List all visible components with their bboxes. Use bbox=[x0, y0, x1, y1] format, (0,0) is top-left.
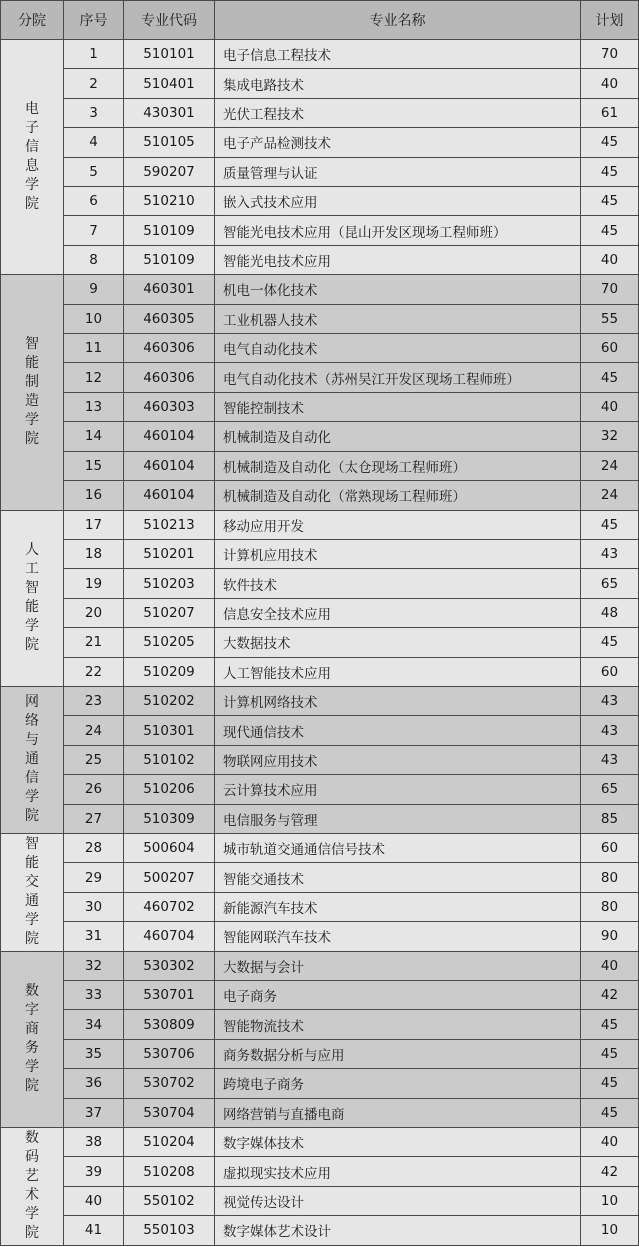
table-row bbox=[1, 392, 639, 421]
major-code: 510210 bbox=[124, 187, 215, 216]
table-row bbox=[1, 892, 639, 921]
plan-count: 80 bbox=[581, 892, 639, 921]
plan-count: 55 bbox=[581, 304, 639, 333]
major-code: 460303 bbox=[124, 392, 215, 421]
row-number: 24 bbox=[64, 716, 124, 745]
row-number: 28 bbox=[64, 833, 124, 862]
plan-count: 24 bbox=[581, 451, 639, 480]
plan-count: 45 bbox=[581, 1010, 639, 1039]
major-name: 机械制造及自动化 bbox=[215, 422, 581, 451]
plan-count: 45 bbox=[581, 1069, 639, 1098]
plan-count: 10 bbox=[581, 1216, 639, 1245]
major-code: 550102 bbox=[124, 1186, 215, 1215]
major-name: 电信服务与管理 bbox=[215, 804, 581, 833]
table-row bbox=[1, 951, 639, 980]
major-code: 510203 bbox=[124, 569, 215, 598]
major-name: 智能光电技术应用（昆山开发区现场工程师班） bbox=[215, 216, 581, 245]
plan-count: 70 bbox=[581, 40, 639, 69]
row-number: 31 bbox=[64, 922, 124, 951]
major-name: 网络营销与直播电商 bbox=[215, 1098, 581, 1127]
row-number: 7 bbox=[64, 216, 124, 245]
row-number: 35 bbox=[64, 1039, 124, 1068]
major-code: 510109 bbox=[124, 245, 215, 274]
major-code: 550103 bbox=[124, 1216, 215, 1245]
dept-label: 人工智能学院 bbox=[25, 542, 39, 654]
table-row bbox=[1, 1010, 639, 1039]
major-code: 530302 bbox=[124, 951, 215, 980]
major-code: 510205 bbox=[124, 628, 215, 657]
major-name: 计算机网络技术 bbox=[215, 686, 581, 715]
row-number: 23 bbox=[64, 686, 124, 715]
table-row bbox=[1, 157, 639, 186]
major-code: 510206 bbox=[124, 775, 215, 804]
major-code: 460104 bbox=[124, 451, 215, 480]
row-number: 26 bbox=[64, 775, 124, 804]
major-code: 510208 bbox=[124, 1157, 215, 1186]
plan-count: 60 bbox=[581, 657, 639, 686]
table-row bbox=[1, 569, 639, 598]
row-number: 9 bbox=[64, 275, 124, 304]
major-name: 电子信息工程技术 bbox=[215, 40, 581, 69]
major-code: 460704 bbox=[124, 922, 215, 951]
plan-count: 48 bbox=[581, 598, 639, 627]
table-row bbox=[1, 833, 639, 862]
plan-count: 40 bbox=[581, 245, 639, 274]
plan-count: 45 bbox=[581, 1039, 639, 1068]
major-name: 大数据与会计 bbox=[215, 951, 581, 980]
plan-count: 42 bbox=[581, 981, 639, 1010]
row-number: 39 bbox=[64, 1157, 124, 1186]
row-number: 40 bbox=[64, 1186, 124, 1215]
major-name: 工业机器人技术 bbox=[215, 304, 581, 333]
plan-count: 43 bbox=[581, 745, 639, 774]
row-number: 8 bbox=[64, 245, 124, 274]
plan-count: 43 bbox=[581, 539, 639, 568]
table-row bbox=[1, 481, 639, 510]
table-row bbox=[1, 422, 639, 451]
dept-cell bbox=[1, 951, 64, 1127]
table-row bbox=[1, 1157, 639, 1186]
major-name: 电气自动化技术（苏州吴江开发区现场工程师班） bbox=[215, 363, 581, 392]
major-code: 460306 bbox=[124, 334, 215, 363]
plan-count: 45 bbox=[581, 510, 639, 539]
table-row bbox=[1, 804, 639, 833]
major-name: 人工智能技术应用 bbox=[215, 657, 581, 686]
header-row bbox=[1, 1, 639, 40]
dept-label: 智能制造学院 bbox=[25, 336, 39, 448]
major-name: 机械制造及自动化（太仓现场工程师班） bbox=[215, 451, 581, 480]
dept-label: 智能交通学院 bbox=[25, 836, 39, 948]
row-number: 38 bbox=[64, 1128, 124, 1157]
table-row bbox=[1, 745, 639, 774]
major-name: 电气自动化技术 bbox=[215, 334, 581, 363]
plan-count: 40 bbox=[581, 69, 639, 98]
table-row bbox=[1, 1128, 639, 1157]
major-name: 智能控制技术 bbox=[215, 392, 581, 421]
header-dept: 分院 bbox=[1, 1, 64, 40]
plan-count: 60 bbox=[581, 833, 639, 862]
plan-count: 45 bbox=[581, 187, 639, 216]
plan-count: 61 bbox=[581, 98, 639, 127]
major-code: 510213 bbox=[124, 510, 215, 539]
plan-count: 43 bbox=[581, 686, 639, 715]
table-row bbox=[1, 40, 639, 69]
dept-label: 数字商务学院 bbox=[25, 983, 39, 1095]
major-code: 500207 bbox=[124, 863, 215, 892]
table-row bbox=[1, 1098, 639, 1127]
major-name: 云计算技术应用 bbox=[215, 775, 581, 804]
table-row bbox=[1, 451, 639, 480]
table-row bbox=[1, 628, 639, 657]
table-row bbox=[1, 539, 639, 568]
table-row bbox=[1, 216, 639, 245]
major-code: 510309 bbox=[124, 804, 215, 833]
major-name: 大数据技术 bbox=[215, 628, 581, 657]
header-name: 专业名称 bbox=[215, 1, 581, 40]
major-name: 智能交通技术 bbox=[215, 863, 581, 892]
major-code: 510105 bbox=[124, 128, 215, 157]
table-row bbox=[1, 686, 639, 715]
row-number: 37 bbox=[64, 1098, 124, 1127]
dept-cell bbox=[1, 510, 64, 686]
row-number: 1 bbox=[64, 40, 124, 69]
major-name: 智能光电技术应用 bbox=[215, 245, 581, 274]
row-number: 36 bbox=[64, 1069, 124, 1098]
dept-cell bbox=[1, 686, 64, 833]
table-row bbox=[1, 716, 639, 745]
table-row bbox=[1, 334, 639, 363]
row-number: 18 bbox=[64, 539, 124, 568]
major-name: 虚拟现实技术应用 bbox=[215, 1157, 581, 1186]
major-code: 530704 bbox=[124, 1098, 215, 1127]
table-row bbox=[1, 598, 639, 627]
major-name: 机械制造及自动化（常熟现场工程师班） bbox=[215, 481, 581, 510]
plan-count: 70 bbox=[581, 275, 639, 304]
table-row bbox=[1, 1069, 639, 1098]
table-row bbox=[1, 275, 639, 304]
row-number: 30 bbox=[64, 892, 124, 921]
plan-count: 40 bbox=[581, 1128, 639, 1157]
major-code: 510301 bbox=[124, 716, 215, 745]
row-number: 17 bbox=[64, 510, 124, 539]
plan-count: 60 bbox=[581, 334, 639, 363]
major-name: 物联网应用技术 bbox=[215, 745, 581, 774]
plan-count: 43 bbox=[581, 716, 639, 745]
major-name: 移动应用开发 bbox=[215, 510, 581, 539]
major-name: 跨境电子商务 bbox=[215, 1069, 581, 1098]
table-row bbox=[1, 1186, 639, 1215]
major-code: 460104 bbox=[124, 422, 215, 451]
plan-count: 32 bbox=[581, 422, 639, 451]
row-number: 33 bbox=[64, 981, 124, 1010]
table-row bbox=[1, 922, 639, 951]
row-number: 10 bbox=[64, 304, 124, 333]
major-name: 数字媒体技术 bbox=[215, 1128, 581, 1157]
table-row bbox=[1, 245, 639, 274]
major-code: 510209 bbox=[124, 657, 215, 686]
row-number: 11 bbox=[64, 334, 124, 363]
plan-count: 65 bbox=[581, 569, 639, 598]
major-name: 智能物流技术 bbox=[215, 1010, 581, 1039]
plan-count: 45 bbox=[581, 128, 639, 157]
dept-cell bbox=[1, 833, 64, 951]
plan-count: 85 bbox=[581, 804, 639, 833]
major-code: 460301 bbox=[124, 275, 215, 304]
major-name: 城市轨道交通通信信号技术 bbox=[215, 833, 581, 862]
table-row bbox=[1, 69, 639, 98]
table-row bbox=[1, 1039, 639, 1068]
major-code: 530809 bbox=[124, 1010, 215, 1039]
dept-label: 数码艺术学院 bbox=[25, 1130, 39, 1242]
major-code: 510207 bbox=[124, 598, 215, 627]
row-number: 4 bbox=[64, 128, 124, 157]
dept-label: 网络与通信学院 bbox=[25, 694, 39, 825]
row-number: 5 bbox=[64, 157, 124, 186]
header-num: 序号 bbox=[64, 1, 124, 40]
dept-cell bbox=[1, 275, 64, 510]
table-row bbox=[1, 981, 639, 1010]
major-code: 510101 bbox=[124, 40, 215, 69]
plan-count: 45 bbox=[581, 216, 639, 245]
plan-count: 45 bbox=[581, 363, 639, 392]
row-number: 34 bbox=[64, 1010, 124, 1039]
table-row bbox=[1, 1216, 639, 1245]
row-number: 25 bbox=[64, 745, 124, 774]
table-row bbox=[1, 510, 639, 539]
plan-count: 45 bbox=[581, 628, 639, 657]
plan-count: 90 bbox=[581, 922, 639, 951]
row-number: 21 bbox=[64, 628, 124, 657]
plan-count: 24 bbox=[581, 481, 639, 510]
major-name: 嵌入式技术应用 bbox=[215, 187, 581, 216]
major-name: 商务数据分析与应用 bbox=[215, 1039, 581, 1068]
major-name: 视觉传达设计 bbox=[215, 1186, 581, 1215]
major-name: 数字媒体艺术设计 bbox=[215, 1216, 581, 1245]
row-number: 19 bbox=[64, 569, 124, 598]
major-code: 460702 bbox=[124, 892, 215, 921]
major-name: 机电一体化技术 bbox=[215, 275, 581, 304]
dept-label: 电子信息学院 bbox=[25, 101, 39, 213]
table-row bbox=[1, 187, 639, 216]
table-row bbox=[1, 304, 639, 333]
plan-count: 45 bbox=[581, 157, 639, 186]
row-number: 16 bbox=[64, 481, 124, 510]
row-number: 29 bbox=[64, 863, 124, 892]
major-code: 510201 bbox=[124, 539, 215, 568]
major-code: 530706 bbox=[124, 1039, 215, 1068]
major-code: 460306 bbox=[124, 363, 215, 392]
table-row bbox=[1, 98, 639, 127]
major-name: 信息安全技术应用 bbox=[215, 598, 581, 627]
row-number: 3 bbox=[64, 98, 124, 127]
plan-count: 40 bbox=[581, 392, 639, 421]
major-name: 现代通信技术 bbox=[215, 716, 581, 745]
major-code: 530701 bbox=[124, 981, 215, 1010]
row-number: 6 bbox=[64, 187, 124, 216]
major-code: 510204 bbox=[124, 1128, 215, 1157]
row-number: 13 bbox=[64, 392, 124, 421]
major-code: 510401 bbox=[124, 69, 215, 98]
table-row bbox=[1, 863, 639, 892]
major-code: 500604 bbox=[124, 833, 215, 862]
row-number: 14 bbox=[64, 422, 124, 451]
dept-cell bbox=[1, 1128, 64, 1246]
major-name: 软件技术 bbox=[215, 569, 581, 598]
major-code: 510109 bbox=[124, 216, 215, 245]
major-name: 电子产品检测技术 bbox=[215, 128, 581, 157]
header-plan: 计划 bbox=[581, 1, 639, 40]
header-code: 专业代码 bbox=[124, 1, 215, 40]
row-number: 27 bbox=[64, 804, 124, 833]
major-code: 510202 bbox=[124, 686, 215, 715]
plan-count: 65 bbox=[581, 775, 639, 804]
major-code: 430301 bbox=[124, 98, 215, 127]
major-name: 新能源汽车技术 bbox=[215, 892, 581, 921]
row-number: 2 bbox=[64, 69, 124, 98]
plan-count: 42 bbox=[581, 1157, 639, 1186]
major-name: 质量管理与认证 bbox=[215, 157, 581, 186]
major-name: 光伏工程技术 bbox=[215, 98, 581, 127]
plan-count: 40 bbox=[581, 951, 639, 980]
row-number: 12 bbox=[64, 363, 124, 392]
major-code: 510102 bbox=[124, 745, 215, 774]
major-name: 集成电路技术 bbox=[215, 69, 581, 98]
major-name: 计算机应用技术 bbox=[215, 539, 581, 568]
row-number: 20 bbox=[64, 598, 124, 627]
table-body bbox=[1, 40, 639, 1246]
major-code: 590207 bbox=[124, 157, 215, 186]
row-number: 22 bbox=[64, 657, 124, 686]
major-name: 电子商务 bbox=[215, 981, 581, 1010]
table-row bbox=[1, 128, 639, 157]
plan-count: 80 bbox=[581, 863, 639, 892]
row-number: 41 bbox=[64, 1216, 124, 1245]
plan-count: 10 bbox=[581, 1186, 639, 1215]
row-number: 15 bbox=[64, 451, 124, 480]
dept-cell bbox=[1, 40, 64, 275]
table-row bbox=[1, 775, 639, 804]
major-code: 460305 bbox=[124, 304, 215, 333]
major-code: 460104 bbox=[124, 481, 215, 510]
row-number: 32 bbox=[64, 951, 124, 980]
table-row bbox=[1, 363, 639, 392]
plan-count: 45 bbox=[581, 1098, 639, 1127]
major-name: 智能网联汽车技术 bbox=[215, 922, 581, 951]
major-code: 530702 bbox=[124, 1069, 215, 1098]
table-row bbox=[1, 657, 639, 686]
